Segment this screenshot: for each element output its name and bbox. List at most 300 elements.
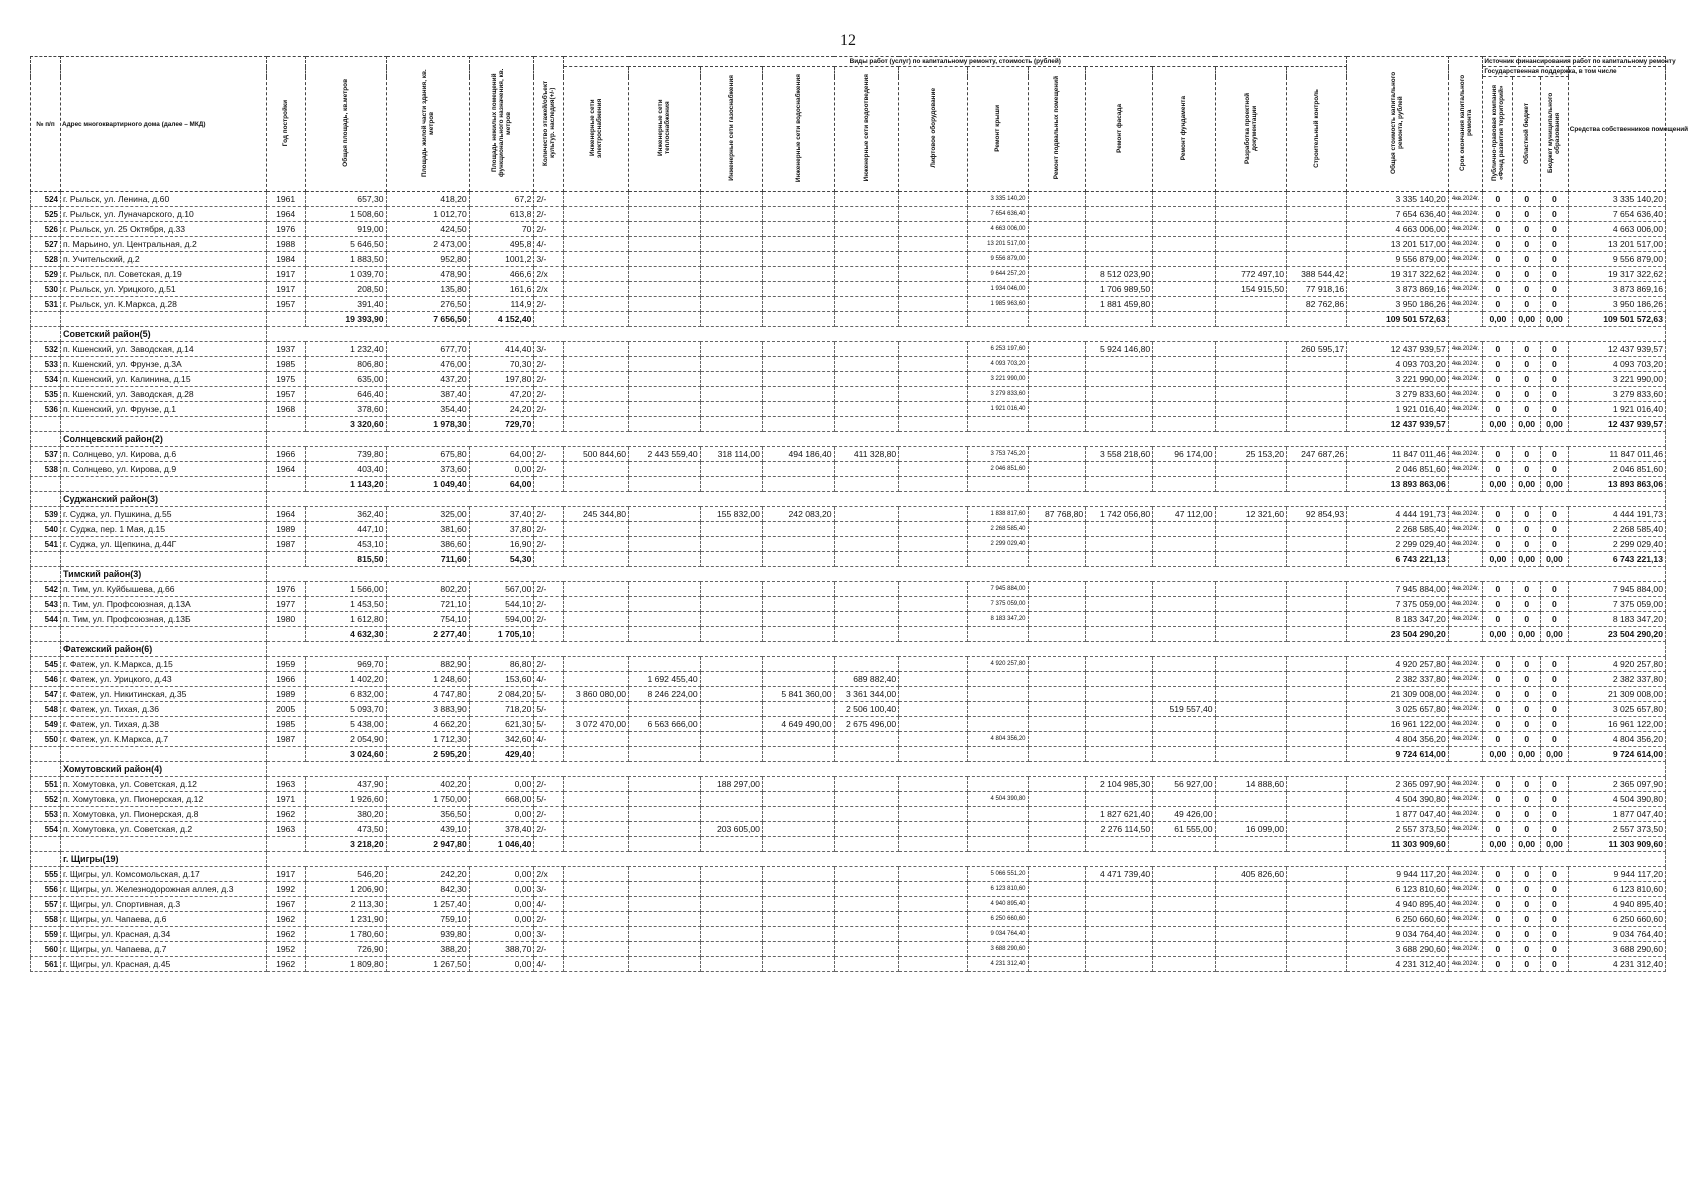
cell-year: 1917	[266, 282, 305, 297]
subtotal-fo: 6 743 221,13	[1568, 552, 1665, 567]
cell-no: 550	[31, 732, 61, 747]
cell-h	[629, 342, 701, 357]
empty-cell	[762, 837, 834, 852]
cell-total: 646,40	[305, 387, 386, 402]
subtotal-ff: 0,00	[1483, 552, 1513, 567]
cell-fr: 0	[1513, 357, 1541, 372]
cell-fo: 3 950 186,26	[1568, 297, 1665, 312]
empty-cell	[1028, 837, 1086, 852]
cell-lift	[899, 387, 968, 402]
cell-e	[564, 357, 629, 372]
cell-design	[1215, 207, 1287, 222]
cell-roof	[968, 807, 1028, 822]
cell-fm: 0	[1541, 297, 1569, 312]
cell-w	[762, 267, 834, 282]
table-row	[31, 192, 1666, 207]
cell-e	[564, 867, 629, 882]
cell-fm: 0	[1541, 702, 1569, 717]
cell-w	[762, 282, 834, 297]
cell-fund	[1153, 897, 1215, 912]
cell-design: 405 826,60	[1215, 867, 1287, 882]
header-address: Адрес многоквартирного дома (далее – МКД)	[61, 57, 267, 192]
cell-dl: 4кв.2024г.	[1448, 447, 1483, 462]
empty-cell	[266, 492, 1665, 507]
cell-lift	[899, 897, 968, 912]
cell-cost: 2 557 373,50	[1347, 822, 1449, 837]
cell-ctrl	[1287, 792, 1347, 807]
cell-living: 1 267,50	[386, 957, 469, 972]
cell-e	[564, 192, 629, 207]
empty-cell	[1287, 417, 1347, 432]
empty-cell	[899, 312, 968, 327]
cell-no: 549	[31, 717, 61, 732]
table-row	[31, 957, 1666, 972]
cell-ff: 0	[1483, 237, 1513, 252]
cell-roof	[968, 687, 1028, 702]
empty-cell	[1215, 417, 1287, 432]
cell-lift	[899, 267, 968, 282]
cell-s	[834, 792, 899, 807]
header-living-area: Площадь жилой части здания, кв. метров	[420, 69, 435, 177]
cell-total: 1 566,00	[305, 582, 386, 597]
cell-fo: 3 221 990,00	[1568, 372, 1665, 387]
cell-floors: 5/-	[534, 687, 564, 702]
cell-total: 2 054,90	[305, 732, 386, 747]
empty-cell	[1448, 312, 1483, 327]
subtotal-living: 2 947,80	[386, 837, 469, 852]
cell-nonliving: 378,40	[469, 822, 534, 837]
cell-g	[700, 267, 762, 282]
cell-e	[564, 732, 629, 747]
subtotal-total: 1 143,20	[305, 477, 386, 492]
cell-total: 5 438,00	[305, 717, 386, 732]
cell-ctrl: 247 687,26	[1287, 447, 1347, 462]
cell-base	[1028, 672, 1086, 687]
cell-s	[834, 282, 899, 297]
cell-dl: 4кв.2024г.	[1448, 657, 1483, 672]
cell-ctrl	[1287, 942, 1347, 957]
cell-lift	[899, 687, 968, 702]
cell-fund	[1153, 402, 1215, 417]
cell-addr: п. Тим, ул. Профсоюзная, д.13Б	[61, 612, 267, 627]
empty-cell	[61, 312, 267, 327]
cell-w	[762, 582, 834, 597]
cell-fund	[1153, 957, 1215, 972]
cell-g	[700, 237, 762, 252]
subtotal-living: 7 656,50	[386, 312, 469, 327]
cell-nonliving: 0,00	[469, 807, 534, 822]
cell-fac: 3 558 218,60	[1086, 447, 1153, 462]
cell-fo: 9 944 117,20	[1568, 867, 1665, 882]
cell-fm: 0	[1541, 927, 1569, 942]
table-row	[31, 672, 1666, 687]
subtotal-fr: 0,00	[1513, 477, 1541, 492]
cell-g	[700, 807, 762, 822]
cell-h	[629, 867, 701, 882]
cell-fac	[1086, 882, 1153, 897]
cell-w	[762, 822, 834, 837]
cell-s	[834, 912, 899, 927]
cell-cost: 4 663 006,00	[1347, 222, 1449, 237]
cell-ctrl: 82 762,86	[1287, 297, 1347, 312]
empty-cell	[834, 627, 899, 642]
cell-roof: 6 123 810,60	[968, 882, 1028, 897]
subtotal-living: 1 049,40	[386, 477, 469, 492]
header-gas: Инженерные сети газоснабжения	[727, 75, 735, 181]
table-row	[31, 927, 1666, 942]
cell-fr: 0	[1513, 792, 1541, 807]
cell-no: 544	[31, 612, 61, 627]
empty-cell	[629, 837, 701, 852]
empty-cell	[700, 552, 762, 567]
cell-ctrl	[1287, 522, 1347, 537]
header-fund: Публично-правовая компания «Фонд развития территорий»	[1490, 84, 1505, 182]
cell-roof: 4 231 312,40	[968, 957, 1028, 972]
table-row	[31, 897, 1666, 912]
cell-base	[1028, 282, 1086, 297]
cell-nonliving: 0,00	[469, 867, 534, 882]
cell-fo: 8 183 347,20	[1568, 612, 1665, 627]
empty-cell	[31, 642, 61, 657]
cell-living: 677,70	[386, 342, 469, 357]
empty-cell	[968, 837, 1028, 852]
empty-cell	[61, 417, 267, 432]
header-funding-group: Источник финансирования работ по капитальному ремонту	[1484, 58, 1676, 65]
cell-ctrl	[1287, 897, 1347, 912]
cell-fac: 1 742 056,80	[1086, 507, 1153, 522]
cell-lift	[899, 702, 968, 717]
cell-floors: 2/-	[534, 372, 564, 387]
empty-cell	[1215, 837, 1287, 852]
cell-s	[834, 462, 899, 477]
cell-floors: 2/-	[534, 507, 564, 522]
cell-w	[762, 297, 834, 312]
cell-floors: 2/-	[534, 462, 564, 477]
cell-fund	[1153, 717, 1215, 732]
subtotal-row	[31, 477, 1666, 492]
cell-roof: 2 268 585,40	[968, 522, 1028, 537]
cell-living: 842,30	[386, 882, 469, 897]
table-row	[31, 282, 1666, 297]
empty-cell	[700, 837, 762, 852]
table-row	[31, 822, 1666, 837]
cell-living: 952,80	[386, 252, 469, 267]
empty-cell	[31, 327, 61, 342]
header-works-group: Виды работ (услуг) по капитальному ремонту, стоимость (рублей)	[564, 57, 1347, 67]
cell-nonliving: 0,00	[469, 882, 534, 897]
cell-lift	[899, 882, 968, 897]
cell-fund	[1153, 912, 1215, 927]
table-row	[31, 522, 1666, 537]
cell-nonliving: 342,60	[469, 732, 534, 747]
cell-roof: 5 066 551,20	[968, 867, 1028, 882]
cell-design: 25 153,20	[1215, 447, 1287, 462]
cell-total: 403,40	[305, 462, 386, 477]
cell-dl: 4кв.2024г.	[1448, 912, 1483, 927]
cell-lift	[899, 357, 968, 372]
cell-s	[834, 582, 899, 597]
cell-e: 3 072 470,00	[564, 717, 629, 732]
cell-fo: 4 940 895,40	[1568, 897, 1665, 912]
cell-fr: 0	[1513, 777, 1541, 792]
empty-cell	[834, 312, 899, 327]
cell-nonliving: 1001,2	[469, 252, 534, 267]
cell-design: 12 321,60	[1215, 507, 1287, 522]
header-total-area: Общая площадь, кв.метров	[342, 79, 350, 167]
cell-fr: 0	[1513, 597, 1541, 612]
cell-design	[1215, 357, 1287, 372]
empty-cell	[700, 417, 762, 432]
cell-cost: 3 221 990,00	[1347, 372, 1449, 387]
cell-fr: 0	[1513, 237, 1541, 252]
cell-fo: 21 309 008,00	[1568, 687, 1665, 702]
cell-fr: 0	[1513, 822, 1541, 837]
header-region: Областной бюджет	[1523, 102, 1531, 164]
cell-ff: 0	[1483, 897, 1513, 912]
cell-cost: 6 250 660,60	[1347, 912, 1449, 927]
cell-no: 525	[31, 207, 61, 222]
cell-base	[1028, 192, 1086, 207]
cell-fo: 3 873 869,16	[1568, 282, 1665, 297]
cell-living: 759,10	[386, 912, 469, 927]
cell-total: 391,40	[305, 297, 386, 312]
cell-fund	[1153, 282, 1215, 297]
cell-lift	[899, 342, 968, 357]
cell-fund: 96 174,00	[1153, 447, 1215, 462]
subtotal-row	[31, 552, 1666, 567]
empty-cell	[1215, 627, 1287, 642]
cell-ff: 0	[1483, 282, 1513, 297]
subtotal-fr: 0,00	[1513, 312, 1541, 327]
subtotal-fr: 0,00	[1513, 627, 1541, 642]
cell-year: 1964	[266, 507, 305, 522]
subtotal-fo: 9 724 614,00	[1568, 747, 1665, 762]
cell-floors: 2/-	[534, 222, 564, 237]
empty-cell	[61, 627, 267, 642]
cell-addr: п. Хомутовка, ул. Советская, д.12	[61, 777, 267, 792]
cell-addr: г. Фатеж, ул. К.Маркса, д.15	[61, 657, 267, 672]
cell-total: 806,80	[305, 357, 386, 372]
empty-cell	[534, 417, 564, 432]
cell-fund	[1153, 387, 1215, 402]
cell-fac	[1086, 387, 1153, 402]
cell-cost: 3 335 140,20	[1347, 192, 1449, 207]
cell-total: 1 453,50	[305, 597, 386, 612]
cell-fo: 2 046 851,60	[1568, 462, 1665, 477]
cell-year: 1964	[266, 462, 305, 477]
cell-g: 203 605,00	[700, 822, 762, 837]
cell-design	[1215, 237, 1287, 252]
cell-total: 5 646,50	[305, 237, 386, 252]
cell-g	[700, 732, 762, 747]
cell-no: 555	[31, 867, 61, 882]
empty-cell	[899, 552, 968, 567]
cell-design	[1215, 192, 1287, 207]
cell-fm: 0	[1541, 792, 1569, 807]
cell-year: 1976	[266, 582, 305, 597]
cell-fr: 0	[1513, 582, 1541, 597]
cell-no: 558	[31, 912, 61, 927]
empty-cell	[266, 477, 305, 492]
empty-cell	[31, 852, 61, 867]
cell-s	[834, 222, 899, 237]
empty-cell	[266, 417, 305, 432]
subtotal-cost: 13 893 863,06	[1347, 477, 1449, 492]
empty-cell	[31, 762, 61, 777]
cell-g	[700, 912, 762, 927]
empty-cell	[1028, 552, 1086, 567]
cell-design	[1215, 462, 1287, 477]
cell-g	[700, 402, 762, 417]
cell-no: 535	[31, 387, 61, 402]
cell-fo: 3 688 290,60	[1568, 942, 1665, 957]
cell-e	[564, 297, 629, 312]
cell-floors: 2/-	[534, 402, 564, 417]
cell-floors: 2/-	[534, 657, 564, 672]
table-row	[31, 402, 1666, 417]
empty-cell	[629, 477, 701, 492]
cell-ctrl	[1287, 957, 1347, 972]
cell-e	[564, 237, 629, 252]
cell-g	[700, 222, 762, 237]
cell-fr: 0	[1513, 897, 1541, 912]
cell-dl: 4кв.2024г.	[1448, 582, 1483, 597]
cell-fr: 0	[1513, 297, 1541, 312]
cell-cost: 4 444 191,73	[1347, 507, 1449, 522]
cell-ff: 0	[1483, 792, 1513, 807]
cell-ff: 0	[1483, 957, 1513, 972]
cell-ff: 0	[1483, 942, 1513, 957]
cell-h	[629, 507, 701, 522]
cell-h	[629, 207, 701, 222]
cell-fm: 0	[1541, 252, 1569, 267]
cell-w	[762, 807, 834, 822]
cell-total: 380,20	[305, 807, 386, 822]
empty-cell	[1287, 627, 1347, 642]
cell-floors: 2/-	[534, 807, 564, 822]
cell-dl: 4кв.2024г.	[1448, 897, 1483, 912]
cell-fm: 0	[1541, 672, 1569, 687]
cell-g	[700, 522, 762, 537]
cell-fund	[1153, 582, 1215, 597]
cell-g	[700, 717, 762, 732]
cell-fac: 8 512 023,90	[1086, 267, 1153, 282]
cell-ff: 0	[1483, 357, 1513, 372]
cell-nonliving: 594,00	[469, 612, 534, 627]
cell-fr: 0	[1513, 192, 1541, 207]
cell-dl: 4кв.2024г.	[1448, 687, 1483, 702]
cell-e	[564, 822, 629, 837]
cell-nonliving: 0,00	[469, 462, 534, 477]
empty-cell	[1287, 747, 1347, 762]
cell-nonliving: 47,20	[469, 387, 534, 402]
cell-fac	[1086, 357, 1153, 372]
cell-w	[762, 897, 834, 912]
subtotal-ff: 0,00	[1483, 312, 1513, 327]
cell-fund	[1153, 687, 1215, 702]
cell-ff: 0	[1483, 612, 1513, 627]
cell-ctrl	[1287, 462, 1347, 477]
cell-year: 1966	[266, 672, 305, 687]
cell-g	[700, 672, 762, 687]
cell-lift	[899, 822, 968, 837]
cell-base	[1028, 882, 1086, 897]
cell-design: 772 497,10	[1215, 267, 1287, 282]
table-row	[31, 732, 1666, 747]
cell-total: 546,20	[305, 867, 386, 882]
cell-roof: 1 934 046,00	[968, 282, 1028, 297]
cell-e	[564, 582, 629, 597]
cell-fund: 519 557,40	[1153, 702, 1215, 717]
district-name: Тимский район(3)	[61, 567, 267, 582]
cell-no: 526	[31, 222, 61, 237]
cell-roof: 9 034 764,40	[968, 927, 1028, 942]
district-name: Советский район(5)	[61, 327, 267, 342]
cell-base	[1028, 447, 1086, 462]
cell-design: 16 099,00	[1215, 822, 1287, 837]
subtotal-ff: 0,00	[1483, 837, 1513, 852]
cell-w	[762, 207, 834, 222]
cell-ff: 0	[1483, 717, 1513, 732]
cell-ctrl	[1287, 867, 1347, 882]
header-electro: Инженерные сети электроснабжения	[589, 98, 604, 158]
cell-no: 529	[31, 267, 61, 282]
empty-cell	[899, 837, 968, 852]
cell-cost: 3 279 833,60	[1347, 387, 1449, 402]
empty-cell	[61, 747, 267, 762]
cell-fac	[1086, 612, 1153, 627]
cell-dl: 4кв.2024г.	[1448, 777, 1483, 792]
cell-floors: 2/-	[534, 822, 564, 837]
cell-h	[629, 957, 701, 972]
cell-fm: 0	[1541, 687, 1569, 702]
subtotal-fm: 0,00	[1541, 312, 1569, 327]
cell-w	[762, 192, 834, 207]
cell-roof: 3 335 140,20	[968, 192, 1028, 207]
cell-fr: 0	[1513, 687, 1541, 702]
cell-g	[700, 597, 762, 612]
cell-w	[762, 342, 834, 357]
cell-fo: 1 921 016,40	[1568, 402, 1665, 417]
cell-roof: 7 375 059,00	[968, 597, 1028, 612]
cell-cost: 1 877 047,40	[1347, 807, 1449, 822]
cell-ctrl	[1287, 537, 1347, 552]
cell-design	[1215, 387, 1287, 402]
cell-fo: 7 654 636,40	[1568, 207, 1665, 222]
cell-nonliving: 0,00	[469, 927, 534, 942]
cell-w	[762, 882, 834, 897]
cell-fm: 0	[1541, 912, 1569, 927]
cell-dl: 4кв.2024г.	[1448, 792, 1483, 807]
subtotal-living: 711,60	[386, 552, 469, 567]
cell-fr: 0	[1513, 612, 1541, 627]
empty-cell	[31, 477, 61, 492]
header-nonliving-area: Площадь нежилых помещений функционального назначения, кв. метров	[491, 68, 513, 178]
cell-h	[629, 282, 701, 297]
cell-ff: 0	[1483, 807, 1513, 822]
cell-total: 1 926,60	[305, 792, 386, 807]
cell-e	[564, 342, 629, 357]
cell-roof: 13 201 517,00	[968, 237, 1028, 252]
table-row	[31, 297, 1666, 312]
cell-g: 318 114,00	[700, 447, 762, 462]
cell-fo: 4 444 191,73	[1568, 507, 1665, 522]
empty-cell	[534, 312, 564, 327]
table-body	[31, 192, 1666, 972]
cell-total: 635,00	[305, 372, 386, 387]
cell-design	[1215, 942, 1287, 957]
cell-dl: 4кв.2024г.	[1448, 267, 1483, 282]
